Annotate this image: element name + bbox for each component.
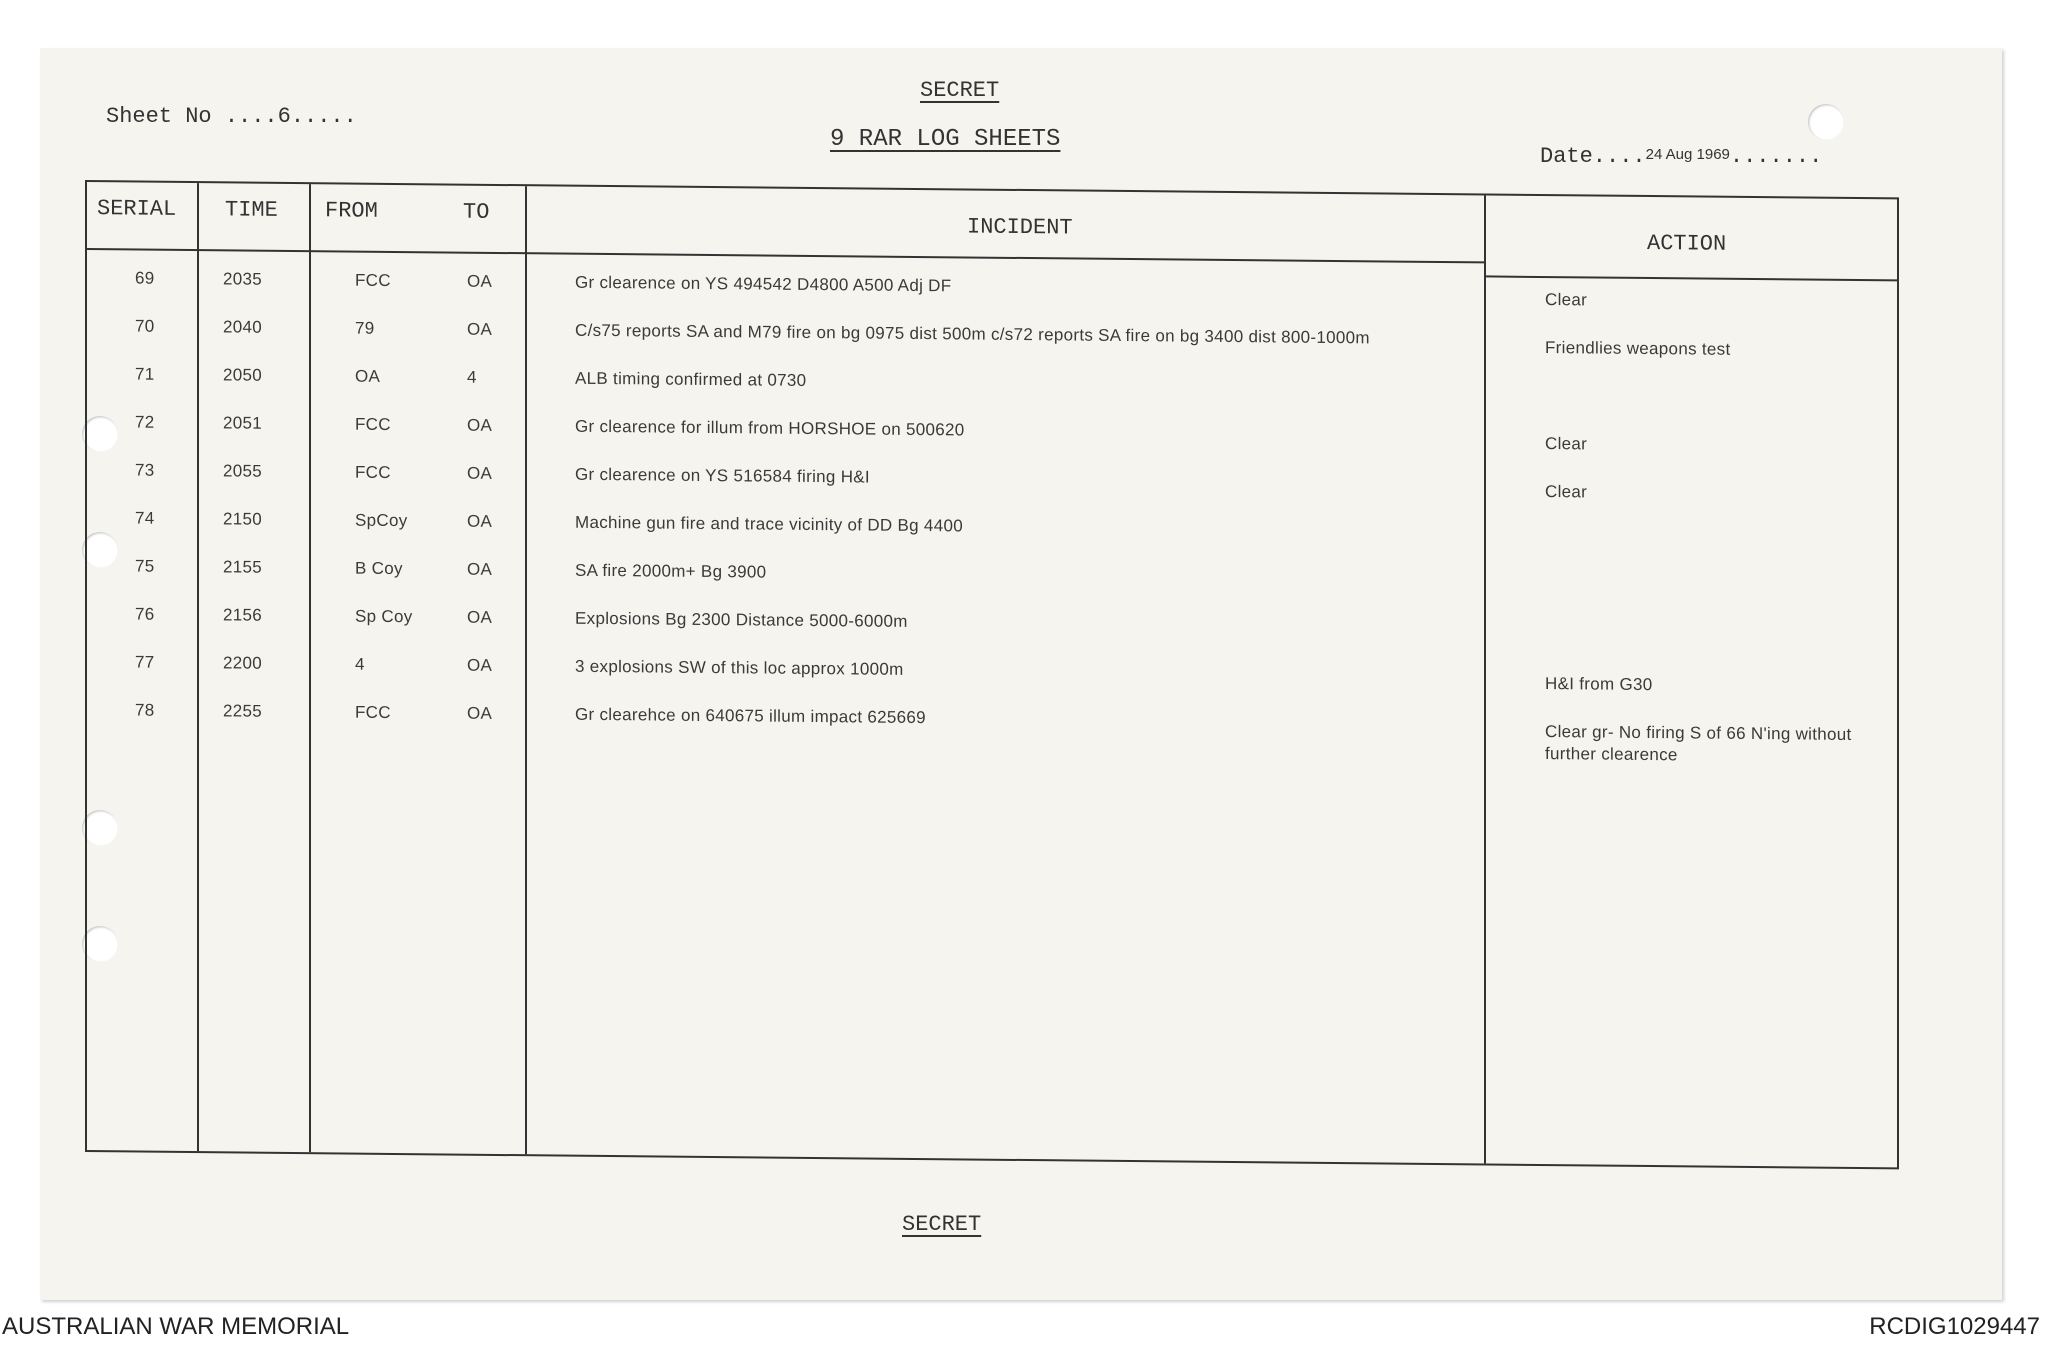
classification-top: SECRET — [920, 78, 1000, 103]
row-from: B Coy — [355, 558, 403, 579]
row-to: OA — [467, 607, 493, 627]
row-from: 4 — [355, 654, 365, 674]
row-serial: 72 — [135, 412, 155, 432]
row-incident: Gr clearence for illum from HORSHOE on 500620 — [575, 416, 965, 440]
row-time: 2255 — [223, 701, 263, 721]
row-time: 2156 — [223, 605, 263, 625]
row-serial: 69 — [135, 268, 155, 288]
row-serial: 77 — [135, 652, 155, 672]
row-serial: 76 — [135, 604, 155, 624]
row-time: 2155 — [223, 557, 263, 577]
row-from: FCC — [355, 270, 391, 290]
row-to: OA — [467, 511, 493, 531]
row-to: OA — [467, 655, 493, 675]
row-to: OA — [467, 463, 493, 483]
row-serial: 73 — [135, 460, 155, 480]
archive-credit: AUSTRALIAN WAR MEMORIAL — [2, 1313, 350, 1340]
col-header-to: TO — [463, 199, 490, 225]
row-time: 2040 — [223, 317, 263, 337]
col-header-incident: INCIDENT — [967, 214, 1073, 241]
row-from: FCC — [355, 702, 391, 722]
row-incident: Explosions Bg 2300 Distance 5000-6000m — [575, 608, 908, 631]
sheet-number: Sheet No ....6..... — [106, 104, 357, 129]
row-to: OA — [467, 271, 493, 291]
row-from: 79 — [355, 318, 375, 338]
log-sheet-page — [40, 48, 2002, 1300]
row-from: FCC — [355, 462, 391, 482]
row-to: OA — [467, 703, 493, 723]
row-action: Clear — [1545, 434, 1588, 454]
date-field — [1540, 144, 1822, 169]
row-action: Clear — [1545, 290, 1588, 310]
archive-id: RCDIG1029447 — [1869, 1313, 2040, 1340]
row-to: OA — [467, 319, 493, 339]
col-header-time: TIME — [225, 197, 278, 223]
row-from: SpCoy — [355, 510, 408, 531]
row-action: Clear gr- No firing S of 66 N'ing without — [1545, 722, 1852, 744]
col-header-action: ACTION — [1647, 230, 1727, 257]
date-value: 24 Aug 1969 — [1645, 146, 1730, 163]
row-to: 4 — [467, 367, 477, 387]
row-from: OA — [355, 366, 381, 386]
row-action: Friendlies weapons test — [1545, 338, 1731, 359]
row-incident: 3 explosions SW of this loc approx 1000m — [575, 656, 904, 679]
row-time: 2200 — [223, 653, 263, 673]
row-to: OA — [467, 559, 493, 579]
row-incident: Gr clearehce on 640675 illum impact 625669 — [575, 704, 926, 728]
row-incident: ALB timing confirmed at 0730 — [575, 368, 807, 390]
row-incident: SA fire 2000m+ Bg 3900 — [575, 560, 767, 582]
punch-hole — [1808, 104, 1844, 140]
row-time: 2035 — [223, 269, 263, 289]
row-serial: 70 — [135, 316, 155, 336]
row-from: FCC — [355, 414, 391, 434]
row-incident: C/s75 reports SA and M79 fire on bg 0975 dist 500m c/s72 reports SA fire on bg 3400 dist 800-1000m — [575, 320, 1370, 348]
row-serial: 75 — [135, 556, 155, 576]
col-header-serial: SERIAL — [97, 196, 177, 222]
classification-bottom: SECRET — [902, 1212, 982, 1237]
row-to: OA — [467, 415, 493, 435]
row-from: Sp Coy — [355, 606, 413, 627]
log-table — [85, 180, 1899, 1169]
date-dots: ....... — [1729, 144, 1823, 169]
row-serial: 71 — [135, 364, 155, 384]
row-time: 2051 — [223, 413, 263, 433]
document-title: 9 RAR LOG SHEETS — [830, 126, 1061, 153]
col-header-from: FROM — [325, 198, 378, 224]
row-serial: 74 — [135, 508, 155, 528]
row-serial: 78 — [135, 700, 155, 720]
row-incident: Gr clearence on YS 516584 firing H&I — [575, 464, 870, 487]
row-action-continuation: further clearence — [1545, 744, 1678, 765]
row-action: Clear — [1545, 482, 1588, 502]
row-time: 2050 — [223, 365, 263, 385]
row-time: 2150 — [223, 509, 263, 529]
date-label: Date.... — [1540, 144, 1646, 169]
row-time: 2055 — [223, 461, 263, 481]
row-incident: Gr clearence on YS 494542 D4800 A500 Adj DF — [575, 272, 952, 296]
row-action: H&I from G30 — [1545, 674, 1653, 695]
row-incident: Machine gun fire and trace vicinity of DD Bg 4400 — [575, 512, 963, 536]
